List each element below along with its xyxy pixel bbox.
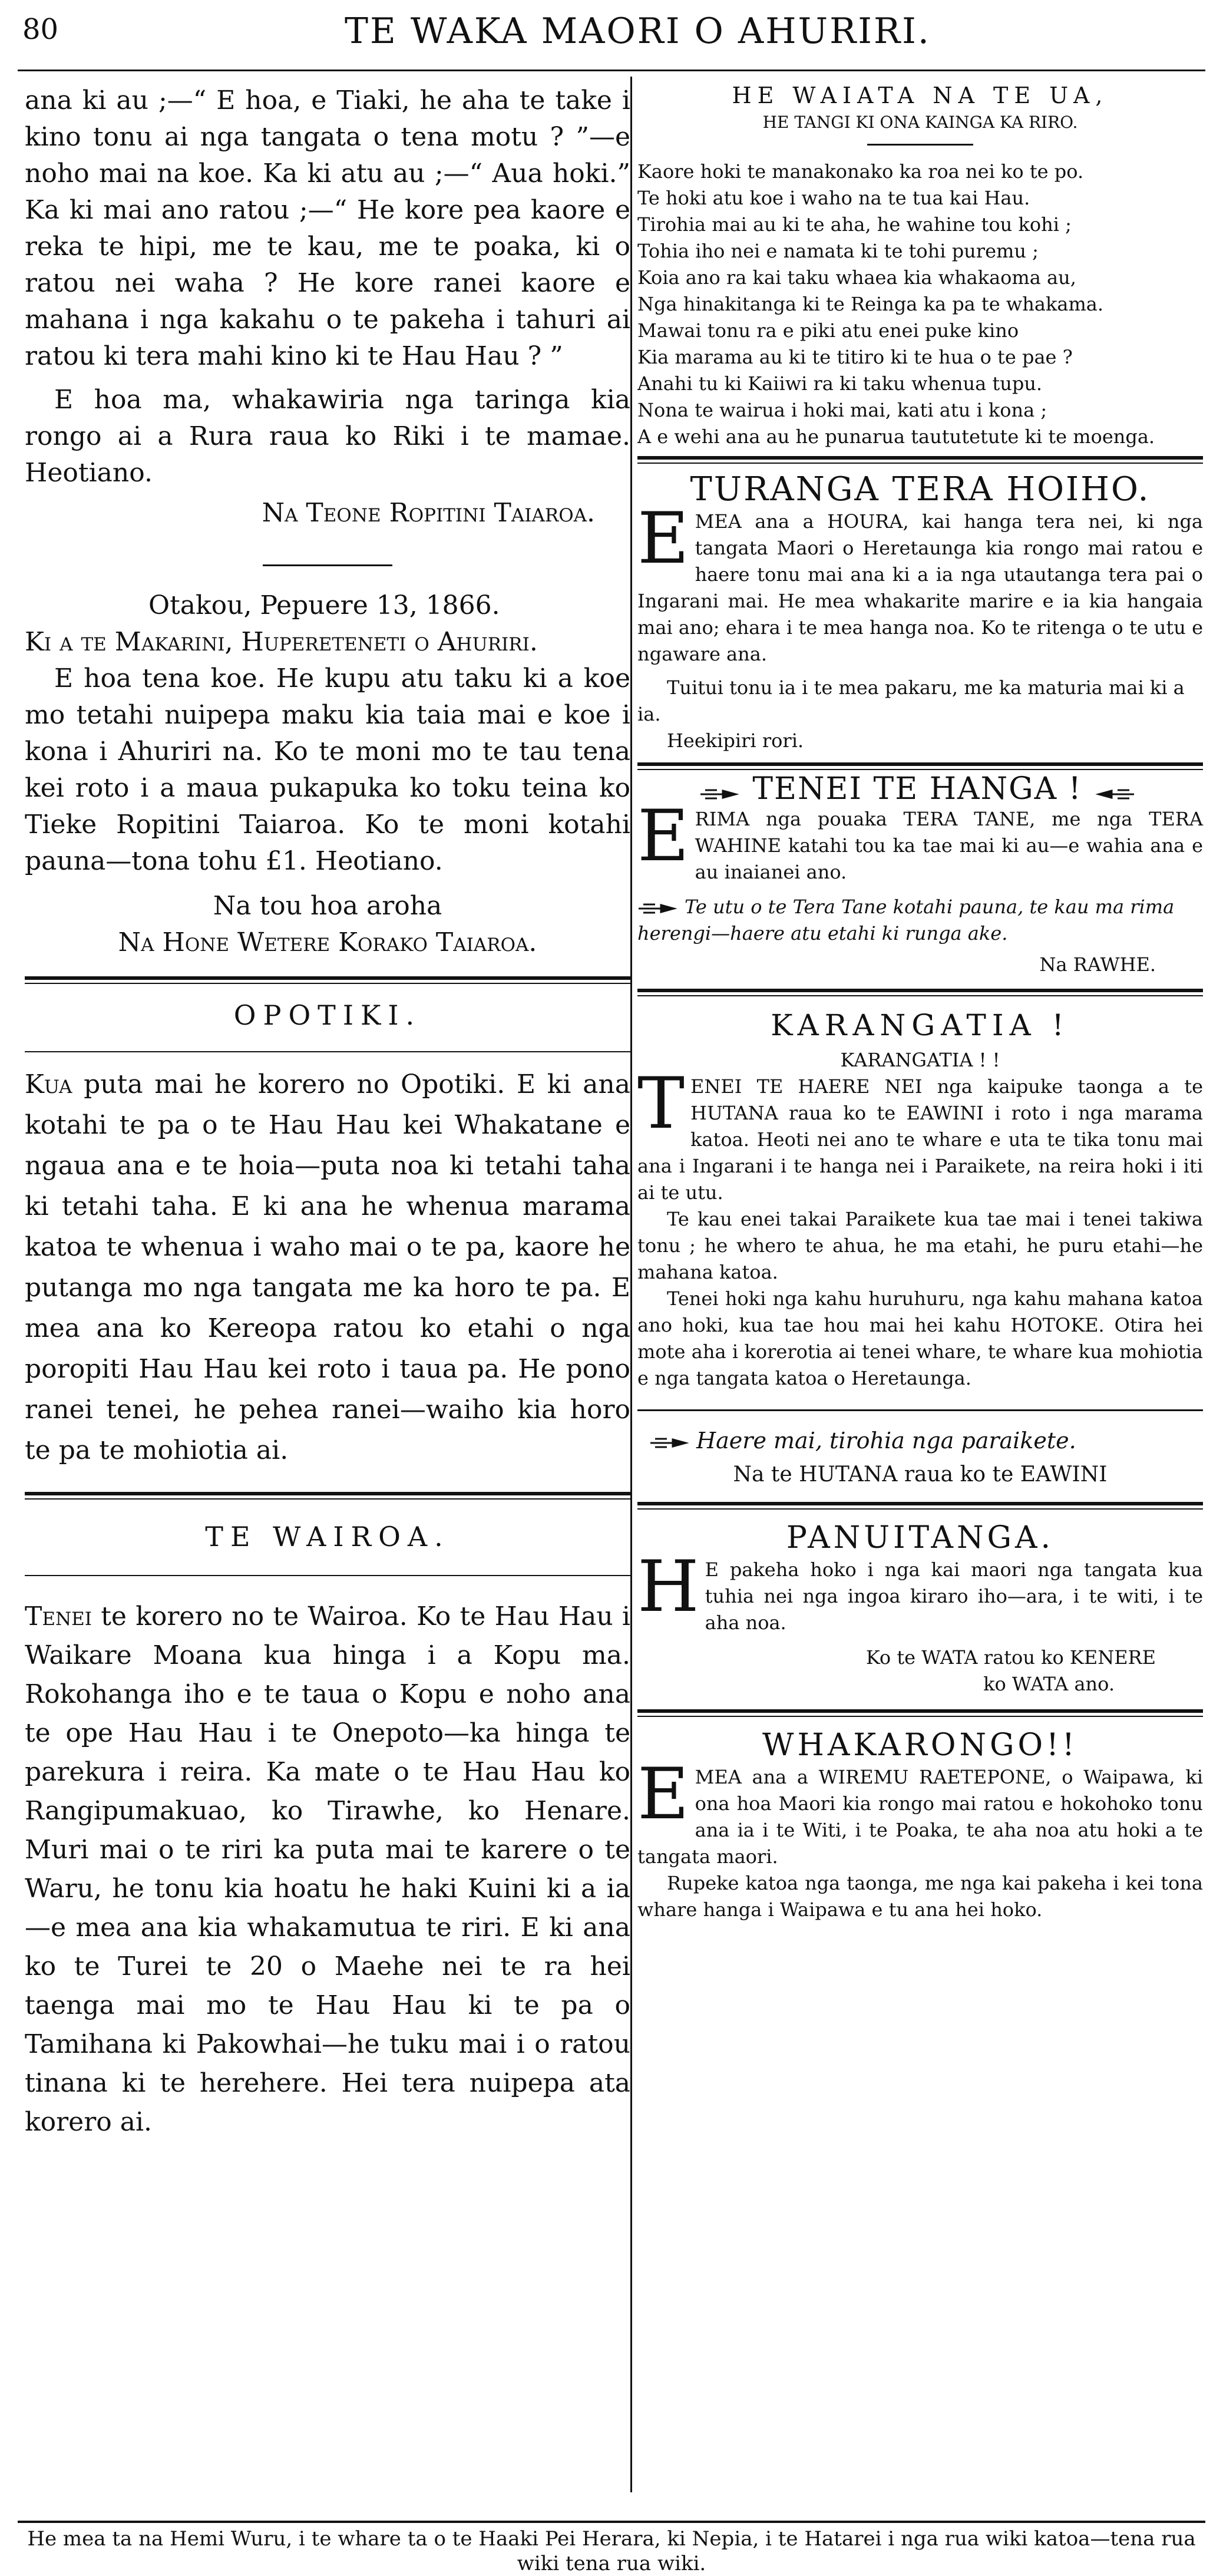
ad-tagline-text: Haere mai, tirohia nga paraikete.	[696, 1428, 1076, 1454]
ad-body	[637, 1546, 1203, 1636]
ad-signature: Ko te WATA ratou ko KENERE	[865, 1646, 1156, 1669]
section-divider	[867, 144, 973, 146]
ad-text: ENEI TE HAERE NEI nga kaipuke taonga a te HUTANA raua ko te EAWINI i roto i nga marama katoa. Heoti nei ano te whare e uta te tika tonu mai ana i Ingarani i te hanga nei i Paraikete, na reira hoki i iti ai te utu.	[637, 1075, 1203, 1204]
printer-imprint: He mea ta na Hemi Wuru, i te whare ta o te Haaki Pei Herara, ki Nepia, i te Hatarei i nga rua wiki katoa—tena rua wiki tena rua wiki.	[27, 2527, 1196, 2575]
waiata-line: Koia ano ra kai taku whaea kia whakaoma au,	[637, 266, 1076, 289]
letter-tiaki	[25, 82, 630, 531]
article-text: puta mai he korero no Opotiki. E ki ana kotahi te pa o te Hau Hau kei Whakatane e ngaua ana e te hoia—puta noa ki tetahi taha ki tetahi taha. E ki ana he whenua marama katoa te whenua i waho mai o te pa, kaore he putanga mo nga tangata me ka horo te pa. E mea ana ko Kereopa ratou ko etahi o nga poropiti Hau Hau kei roto i taua pa. He pono ranei tenei, he pehea ranei—waiho kia horo te pa te mohiotia ai.	[25, 1069, 630, 1465]
waiata	[637, 82, 1203, 450]
ad-dropcap: H	[637, 1546, 699, 1628]
section-double-rule	[637, 1709, 1203, 1717]
ad-turanga	[637, 471, 1203, 754]
ad-note	[637, 894, 1203, 947]
article-lead-word: Kua	[25, 1069, 72, 1099]
section-double-rule	[637, 1502, 1203, 1510]
waiata-lines	[637, 158, 1203, 450]
section-double-rule	[637, 456, 1203, 464]
waiata-line: Te hoki atu koe i waho na te tua kai Hau.	[637, 187, 1030, 209]
ad-dropcap: E	[637, 1753, 689, 1835]
section-double-rule	[637, 989, 1203, 996]
ad-heading: TENEI TE HANGA !	[752, 771, 1082, 807]
letter-signature: Na Hone Wetere Korako Taiaroa.	[118, 927, 537, 957]
ad-body	[637, 1753, 1203, 1870]
ad-signature: Heekipiri rori.	[667, 729, 804, 752]
waiata-line: Kia marama au ki te titiro ki te hua o te pae ?	[637, 346, 1073, 368]
ad-tagline	[637, 1425, 1203, 1456]
column-divider	[630, 77, 632, 2492]
heading-rule	[25, 1051, 630, 1052]
waiata-line: Nona te wairua i hoki mai, kati atu i kona ;	[637, 399, 1047, 421]
letter-dateline: Otakou, Pepuere 13, 1866.	[148, 590, 500, 620]
ad-panuitanga	[637, 1519, 1203, 1697]
ad-heading-row	[637, 771, 1203, 807]
ad-paragraph: Rupeke katoa nga taonga, me nga kai pakeha i kei tona whare hanga i Waipawa e tu ana hei hoko.	[637, 1872, 1203, 1921]
waiata-line: Anahi tu ki Kaiiwi ra ki taku whenua tupu.	[637, 372, 1043, 395]
right-column	[637, 82, 1203, 1923]
newspaper-title: TE WAKA MAORI O AHURIRI.	[345, 11, 931, 52]
ad-text: MEA ana a HOURA, kai hanga tera nei, ki nga tangata Maori o Heretaunga kia rongo mai ratou e haere tonu mai ana ki a ia nga utautanga tera pai o Ingarani mai. He mea whakarite marire e ia kia hangaia mai ano; ehara i te mea hanga noa. Ko te ritenga o te utu e ngaware ana.	[637, 510, 1203, 665]
heading-rule	[25, 1575, 630, 1576]
letter-signature: Na Teone Ropitini Taiaroa.	[262, 498, 595, 528]
ad-note-text: Te utu o te Tera Tane kotahi pauna, te kau ma rima herengi—haere atu etahi ki runga ake.	[637, 896, 1175, 944]
page-number: 80	[22, 13, 59, 46]
ad-heading: PANUITANGA.	[786, 1520, 1055, 1555]
article-heading: OPOTIKI.	[233, 999, 422, 1031]
ad-text: MEA ana a WIREMU RAETEPONE, o Waipawa, ki ona hoa Maori kia rongo mai ratou e hokohoko tonu ana ia i te Witi, i te Poaka, te aha noa atu hoki a te tangata maori.	[637, 1766, 1203, 1868]
section-divider	[637, 1409, 1203, 1411]
waiata-line: Tirohia mai au ki te aha, he wahine tou kohi ;	[637, 213, 1072, 236]
header-rule	[18, 70, 1205, 71]
left-column	[25, 82, 630, 2142]
ad-text: RIMA nga pouaka TERA TANE, me nga TERA WAHINE katahi tou ka tae mai ki au—e wahia ana e au inaianei ano.	[695, 808, 1203, 883]
ad-heading: KARANGATIA !	[771, 1008, 1070, 1042]
letter-valediction: Na tou hoa aroha	[213, 891, 442, 921]
letter-addressee: Ki a te Makarini, Hupereteneti o Ahuriri.	[25, 627, 538, 657]
ad-text: E pakeha hoko i nga kai maori nga tangata kua tuhia nei nga ingoa kiraro iho—ara, i te witi, i te aha noa.	[705, 1558, 1203, 1634]
waiata-line: Tohia iho nei e namata ki te tohi puremu ;	[637, 240, 1039, 262]
ad-dropcap: E	[637, 498, 689, 580]
article-opotiki	[25, 997, 630, 1471]
article-body	[25, 1597, 630, 2142]
letter-closing: E hoa ma, whakawiria nga taringa kia rongo ai a Rura raua ko Riki i te mamae. Heotiano.	[25, 385, 630, 488]
letter-body: E hoa tena koe. He kupu atu taku ki a koe mo tetahi nuipepa maku kia taia mai e koe i kona i Ahuriri na. Ko te moni mo te tau tena kei roto i a maua pukapuka ko toku teina ko Tieke Ropitini Taiaroa. Ko te moni kotahi pauna—tona tohu £1. Heotiano.	[25, 663, 630, 876]
ad-subheading: KARANGATIA ! !	[840, 1049, 1000, 1071]
ad-signature: Na RAWHE.	[1039, 953, 1156, 976]
letter-otakou	[25, 587, 630, 961]
ad-paragraph: Tenei hoki nga kahu huruhuru, nga kahu mahana katoa ano hoki, kua tae hou mai hei kahu HOTOKE. Otira hei mote aha i korerotia ai tenei whare, te whare kua mohiotia e nga tangata katoa o Heretaunga.	[637, 1287, 1203, 1389]
ad-paragraph: Te kau enei takai Paraikete kua tae mai i tenei takiwa tonu ; he whero te ahua, he ma etahi, he puru etahi—he mahana katoa.	[637, 1208, 1203, 1283]
footer-rule	[18, 2521, 1205, 2523]
ad-dropcap: E	[637, 795, 689, 877]
ad-body	[637, 795, 1203, 886]
article-body	[25, 1064, 630, 1471]
section-double-rule	[25, 976, 630, 984]
waiata-line: Kaore hoki te manakonako ka roa nei ko te po.	[637, 160, 1084, 183]
section-divider	[263, 564, 392, 566]
waiata-heading: HE WAIATA NA TE UA,	[732, 82, 1109, 108]
ad-hanga	[637, 771, 1203, 978]
article-text: te korero no te Wairoa. Ko te Hau Hau i Waikare Moana kua hinga i a Kopu ma. Rokohanga iho e te taua o Kopu e noho ana te ope Hau Hau i te Onepoto—ka hinga te parekura i reira. Ka mate o te Hau Hau ko Rangipumakuao, ko Tirawhe, ko Henare. Muri mai o te riri ka puta mai te karere o te Waru, he tonu kia hoatu he haki Kuini ki a ia—e mea ana kia whakamutua te riri. E ki ana ko te Turei te 20 o Maehe nei te ra hei taenga mai mo te Hau Hau ki te pa o Tamihana ki Pakowhai—he tuku mai i o ratou tinana ki te herehere. Hei tera nuipepa ata korero ai.	[25, 1601, 630, 2137]
pointing-hand-icon	[699, 787, 741, 802]
ad-dropcap: T	[637, 1063, 685, 1145]
pointing-hand-icon	[637, 901, 679, 916]
pointing-hand-icon	[1094, 787, 1135, 802]
article-lead-word: Tenei	[25, 1601, 92, 1632]
waiata-subheading: HE TANGI KI ONA KAINGA KA RIRO.	[762, 113, 1078, 132]
ad-signature-2: ko WATA ano.	[983, 1673, 1115, 1695]
page-header	[0, 0, 1223, 53]
ad-heading: WHAKARONGO!!	[762, 1728, 1078, 1763]
ad-signature: Na te HUTANA raua ko te EAWINI	[733, 1462, 1108, 1487]
waiata-line: A e wehi ana au he punarua taututetute ki te moenga.	[637, 425, 1155, 448]
ad-heading: TURANGA TERA HOIHO.	[690, 470, 1151, 508]
section-double-rule	[25, 1492, 630, 1500]
ad-body-2: Tuitui tonu ia i te mea pakaru, me ka maturia mai ki a ia.	[637, 676, 1185, 725]
pointing-hand-icon	[649, 1435, 690, 1451]
article-heading: TE WAIROA.	[205, 1521, 450, 1553]
section-double-rule	[637, 762, 1203, 770]
ad-body	[637, 498, 1203, 668]
letter-body: ana ki au ;—“ E hoa, e Tiaki, he aha te take i kino tonu ai nga tangata o tena motu ? ”—e noho mai na koe. Ka ki atu au ;—“ Aua hoki.” Ka ki mai ano ratou ;—“ He kore pea kaore e reka te hipi, me te kau, me te poaka, ki o ratou nei waha ? He kore ranei kaore e mahana i nga kakahu o te pakeha i tahuri ai ratou ki tera mahi kino ki te Hau Hau ? ”	[25, 85, 630, 371]
article-wairoa	[25, 1518, 630, 2142]
ad-whakarongo	[637, 1726, 1203, 1923]
waiata-line: Nga hinakitanga ki te Reinga ka pa te whakama.	[637, 293, 1104, 315]
waiata-line: Mawai tonu ra e piki atu enei puke kino	[637, 319, 1019, 342]
ad-karangatia	[637, 1007, 1203, 1490]
ad-body	[637, 1063, 1203, 1206]
